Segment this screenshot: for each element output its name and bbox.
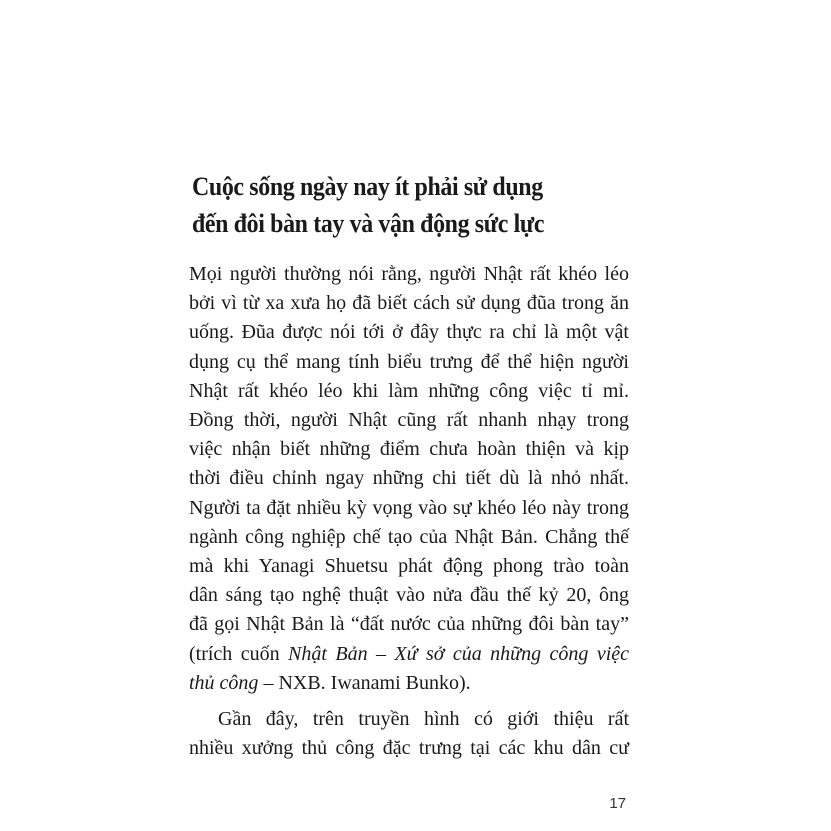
citation-open: (trích cuốn <box>189 642 289 665</box>
text-line: ngành công nghiệp chế tạo của Nhật Bản. Chẳng thế <box>189 525 629 548</box>
citation-close: – NXB. Iwanami Bunko). <box>258 671 471 694</box>
page-number: 17 <box>609 795 626 812</box>
text-line: Người ta đặt nhiều kỳ vọng vào sự khéo léo này trong <box>189 496 629 519</box>
text-line: dụng cụ thể mang tính biểu trưng để thể hiện người <box>189 350 629 373</box>
body-text <box>189 260 629 763</box>
text-line: thời điều chỉnh ngay những chi tiết dù là nhỏ nhất. <box>189 467 629 490</box>
text-line: việc nhận biết những điểm chưa hoàn thiện và kịp <box>189 438 629 461</box>
text-line: dân sáng tạo nghệ thuật vào nửa đầu thế kỷ 20, ông <box>189 584 629 607</box>
heading-line-1: Cuộc sống ngày nay ít phải sử dụng <box>192 172 543 201</box>
text-line: uống. Đũa được nói tới ở đây thực ra chỉ là một vật <box>189 321 629 344</box>
text-line: Mọi người thường nói rằng, người Nhật rất khéo léo <box>189 263 629 285</box>
text-line: đã gọi Nhật Bản là “đất nước của những đôi bàn tay” <box>189 613 629 636</box>
text-line: Gần đây, trên truyền hình có giới thiệu rất <box>218 708 629 731</box>
text-line: bởi vì từ xa xưa họ đã biết cách sử dụng đũa trong ăn <box>189 292 629 315</box>
heading-line-2: đến đôi bàn tay và vận động sức lực <box>192 209 545 238</box>
paragraph-gap <box>189 698 629 705</box>
text-line: nhiều xưởng thủ công đặc trưng tại các khu dân cư <box>189 737 629 760</box>
text-line: Nhật rất khéo léo khi làm những công việc tỉ mỉ. <box>189 379 629 402</box>
text-line: Đồng thời, người Nhật cũng rất nhanh nhạy trong <box>189 409 629 432</box>
book-title-part-2: thủ công <box>189 671 259 694</box>
citation-line-2 <box>189 669 629 698</box>
citation-line-1 <box>189 640 629 669</box>
book-title-part-1: Nhật Bản – Xứ sở của những công việc <box>288 642 630 665</box>
chapter-heading <box>192 168 632 242</box>
text-line: mà khi Yanagi Shuetsu phát động phong trào toàn <box>189 555 629 578</box>
